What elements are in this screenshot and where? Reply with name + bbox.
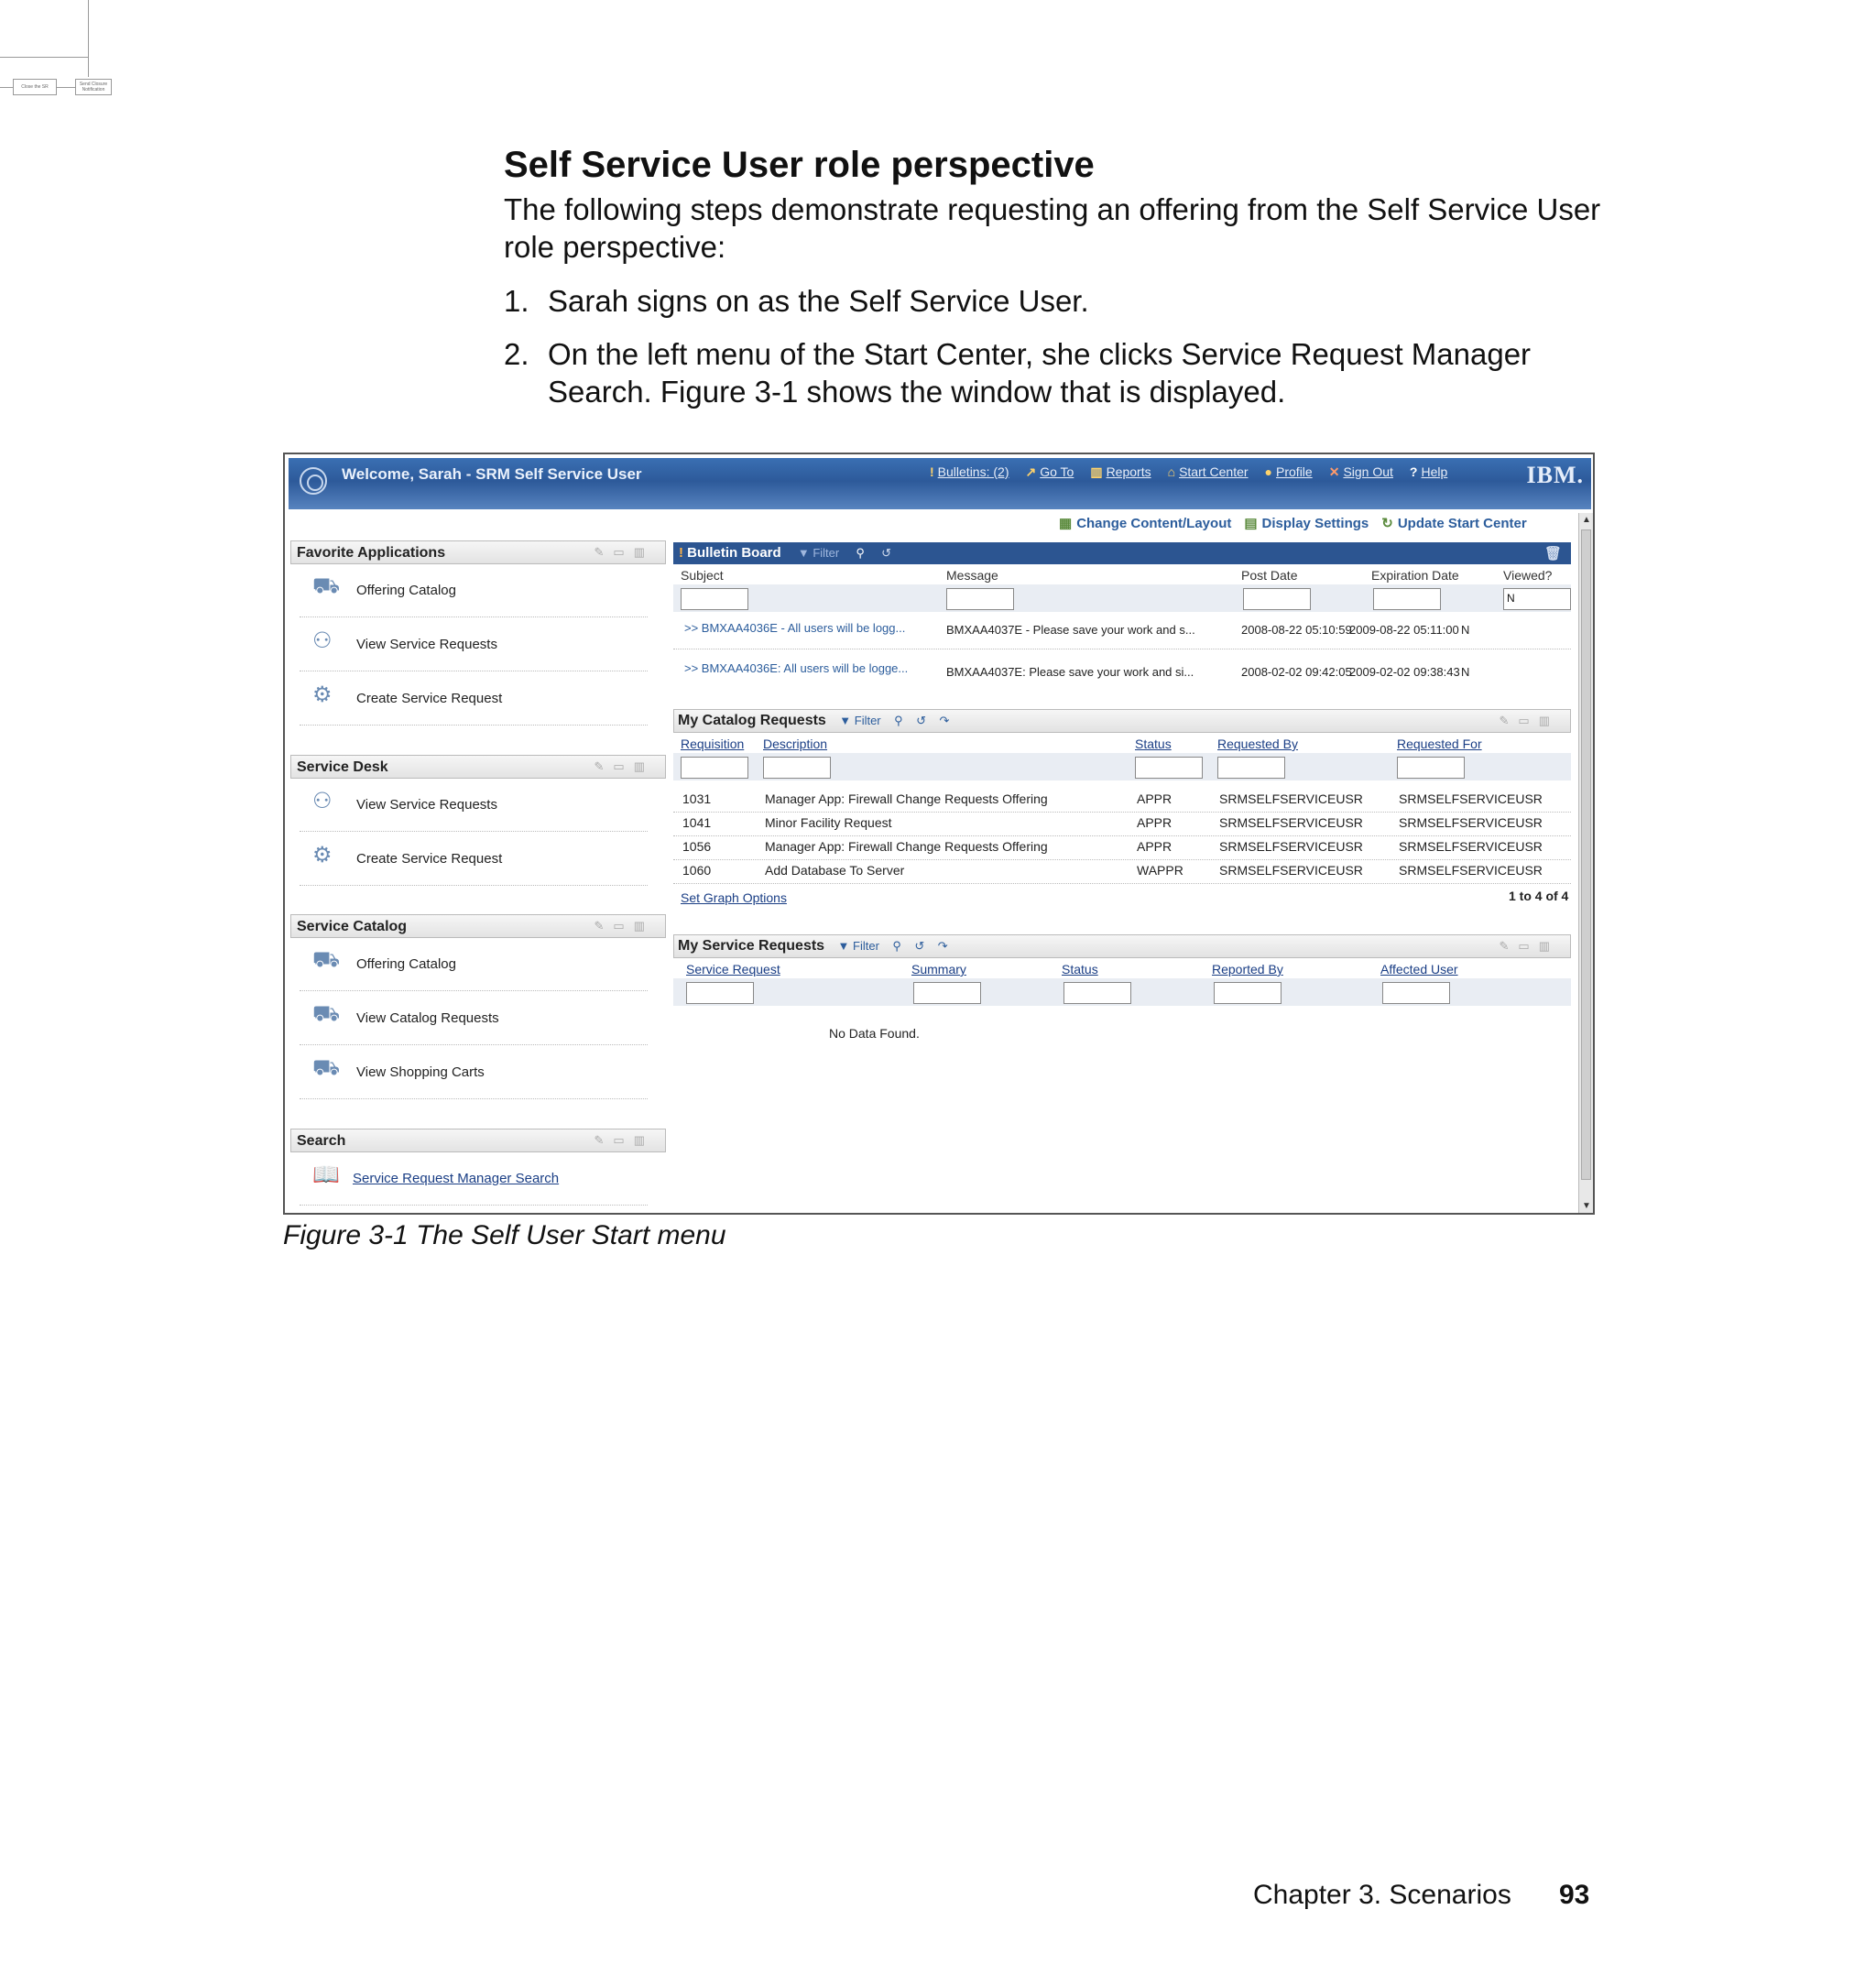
filter-service-request[interactable] xyxy=(686,982,754,1004)
cell-requested-for: SRMSELFSERVICEUSR xyxy=(1399,791,1543,806)
col-affected-user[interactable]: Affected User xyxy=(1380,962,1458,977)
intro-paragraph: The following steps demonstrate requesting an offering from the Self Service User role perspective: xyxy=(504,192,1601,264)
cart-icon: ⛟ xyxy=(312,947,341,972)
service-desk-header: Service Desk ✎▭▥ xyxy=(290,755,666,779)
refresh-icon[interactable]: ↺ xyxy=(881,546,892,560)
trash-icon[interactable]: 🗑 xyxy=(1543,546,1562,562)
cell-requested-by: SRMSELFSERVICEUSR xyxy=(1219,863,1363,878)
header-links xyxy=(930,464,1447,480)
reports-link[interactable]: ▥ Reports xyxy=(1090,464,1151,479)
search-header: Search ✎▭▥ xyxy=(290,1129,666,1152)
display-settings-link[interactable]: ▤ Display Settings xyxy=(1244,516,1369,531)
filter-affected-user[interactable] xyxy=(1382,982,1450,1004)
bulletin-subject[interactable]: >> BMXAA4036E: All users will be logge... xyxy=(684,661,909,675)
page-number: 93 xyxy=(1559,1880,1590,1910)
filter-reported-by[interactable] xyxy=(1214,982,1282,1004)
bulletin-post-date: 2008-08-22 05:10:59 xyxy=(1241,623,1352,637)
cart-icon: ⛟ xyxy=(312,573,341,598)
refresh-icon[interactable]: ↺ xyxy=(916,714,926,727)
share-icon[interactable]: ↷ xyxy=(939,714,950,727)
figure-caption: Figure 3-1 The Self User Start menu xyxy=(283,1220,726,1250)
no-data-message: No Data Found. xyxy=(829,1026,920,1041)
col-requisition[interactable]: Requisition xyxy=(681,737,745,751)
cell-requested-for: SRMSELFSERVICEUSR xyxy=(1399,839,1543,854)
filter-message[interactable] xyxy=(946,588,1014,610)
request-icon: ⚙ xyxy=(312,682,333,707)
col-requested-by[interactable]: Requested By xyxy=(1217,737,1298,751)
cell-requested-for: SRMSELFSERVICEUSR xyxy=(1399,863,1543,878)
goto-link[interactable]: ↗ Go To xyxy=(1025,464,1074,479)
col-post-date: Post Date xyxy=(1241,568,1298,583)
help-icon: ? xyxy=(1409,464,1418,479)
cell-requested-for: SRMSELFSERVICEUSR xyxy=(1399,815,1543,830)
sd-view-service-requests[interactable]: ⚇ View Service Requests xyxy=(300,779,648,832)
close-icon: ✕ xyxy=(1328,464,1340,479)
row-divider xyxy=(673,883,1571,884)
bulletin-board-header: ! Bulletin Board ▼ Filter ⚲ ↺ 🗑 xyxy=(673,542,1571,564)
cell-description: Manager App: Firewall Change Requests Offering xyxy=(765,839,1048,854)
cell-requested-by: SRMSELFSERVICEUSR xyxy=(1219,839,1363,854)
scroll-up-icon[interactable]: ▲ xyxy=(1582,515,1591,525)
request-icon: ⚙ xyxy=(312,843,333,868)
col-subject: Subject xyxy=(681,568,724,583)
col-expiration-date: Expiration Date xyxy=(1371,568,1459,583)
filter-status[interactable] xyxy=(1063,982,1131,1004)
diagram-box-close: Close the SR xyxy=(13,79,57,95)
bulletin-message: BMXAA4037E - Please save your work and s... xyxy=(946,623,1195,637)
row-divider xyxy=(673,859,1571,860)
col-description[interactable]: Description xyxy=(763,737,828,751)
service-requests-header: My Service Requests ▼ Filter ⚲ ↺ ↷ ✎▭▥ xyxy=(673,934,1571,958)
refresh-icon: ↻ xyxy=(1381,516,1393,531)
sc-offering-catalog[interactable]: ⛟ Offering Catalog xyxy=(300,938,648,991)
cell-requested-by: SRMSELFSERVICEUSR xyxy=(1219,815,1363,830)
service-catalog-header: Service Catalog ✎▭▥ xyxy=(290,914,666,938)
bulletin-exp-date: 2009-02-02 09:38:43 xyxy=(1349,665,1460,679)
col-status[interactable]: Status xyxy=(1135,737,1172,751)
filter-subject[interactable] xyxy=(681,588,748,610)
cell-description: Manager App: Firewall Change Requests Offering xyxy=(765,791,1048,806)
filter-requested-by[interactable] xyxy=(1217,757,1285,779)
diagram-connector xyxy=(88,0,89,77)
ibm-logo: IBM. xyxy=(1526,462,1584,488)
diagram-connector xyxy=(0,57,89,58)
favorite-applications-header: Favorite Applications ✎▭▥ xyxy=(290,540,666,564)
cell-requested-by: SRMSELFSERVICEUSR xyxy=(1219,791,1363,806)
step-text: Sarah signs on as the Self Service User. xyxy=(548,284,1089,318)
diagram-connector xyxy=(57,87,75,88)
settings-icon: ▤ xyxy=(1244,516,1258,531)
filter-requisition[interactable] xyxy=(681,757,748,779)
sd-create-service-request[interactable]: ⚙ Create Service Request xyxy=(300,833,648,886)
portlet-tools-icon[interactable]: ✎▭▥ xyxy=(1499,939,1559,953)
col-reported-by[interactable]: Reported By xyxy=(1212,962,1283,977)
catalog-requests-header: My Catalog Requests ▼ Filter ⚲ ↺ ↷ ✎▭▥ xyxy=(673,709,1571,733)
goto-arrow-icon: ↗ xyxy=(1025,464,1037,479)
col-summary[interactable]: Summary xyxy=(911,962,966,977)
row-divider xyxy=(673,812,1571,813)
portlet-tools-icon[interactable]: ✎▭▥ xyxy=(594,759,654,773)
cell-requisition: 1031 xyxy=(682,791,712,806)
bulletin-exp-date: 2009-08-22 05:11:00 xyxy=(1349,623,1459,637)
step-number: 2. xyxy=(504,337,529,371)
refresh-icon[interactable]: ↺ xyxy=(914,939,925,953)
welcome-text: Welcome, Sarah - SRM Self Service User xyxy=(342,465,642,483)
catalog-filter-button[interactable]: ▼ Filter xyxy=(839,714,881,727)
scroll-down-icon[interactable]: ▼ xyxy=(1582,1201,1591,1211)
diagram-connector xyxy=(0,87,13,88)
filter-requested-for[interactable] xyxy=(1397,757,1465,779)
portlet-tools-icon[interactable]: ✎▭▥ xyxy=(594,919,654,933)
people-icon: ⚇ xyxy=(312,628,333,653)
bulletin-icon: ! xyxy=(930,464,934,479)
step-number: 1. xyxy=(504,284,529,318)
col-service-request[interactable]: Service Request xyxy=(686,962,780,977)
help-link[interactable]: ? Help xyxy=(1409,464,1448,479)
catalog-request-icon: ⛟ xyxy=(312,1001,341,1026)
home-icon: ⌂ xyxy=(1167,464,1176,479)
filter-viewed[interactable]: N xyxy=(1503,588,1571,610)
search-book-icon: 📖 xyxy=(312,1162,340,1187)
binoculars-icon[interactable]: ⚲ xyxy=(894,714,903,727)
fav-create-service-request[interactable]: ⚙ Create Service Request xyxy=(300,672,648,726)
filter-status[interactable] xyxy=(1135,757,1203,779)
filter-expiration-date[interactable] xyxy=(1373,588,1441,610)
shopping-cart-icon: ⛟ xyxy=(312,1055,341,1080)
service-filter-button[interactable]: ▼ Filter xyxy=(837,939,879,953)
filter-summary[interactable] xyxy=(913,982,981,1004)
start-center-link[interactable]: ⌂ Start Center xyxy=(1167,464,1249,479)
bulletin-subject[interactable]: >> BMXAA4036E - All users will be logg... xyxy=(684,621,906,635)
share-icon[interactable]: ↷ xyxy=(937,939,948,953)
maximo-logo-icon xyxy=(300,467,327,495)
reports-icon: ▥ xyxy=(1090,464,1103,479)
profile-icon: ● xyxy=(1264,464,1273,479)
bulletin-filter-button[interactable]: ▼ Filter xyxy=(797,546,840,560)
cell-status: APPR xyxy=(1137,815,1172,830)
col-status[interactable]: Status xyxy=(1062,962,1098,977)
cell-status: APPR xyxy=(1137,839,1172,854)
section-heading: Self Service User role perspective xyxy=(504,145,1095,185)
set-graph-options-link[interactable]: Set Graph Options xyxy=(681,890,787,905)
layout-icon: ▦ xyxy=(1059,516,1073,531)
portlet-tools-icon[interactable]: ✎▭▥ xyxy=(594,1133,654,1147)
filter-post-date[interactable] xyxy=(1243,588,1311,610)
col-viewed: Viewed? xyxy=(1503,568,1553,583)
cell-requisition: 1056 xyxy=(682,839,712,854)
fav-offering-catalog[interactable]: ⛟ Offering Catalog xyxy=(300,564,648,617)
bulletin-message: BMXAA4037E: Please save your work and si... xyxy=(946,665,1194,679)
app-header xyxy=(289,458,1591,509)
start-center-actions xyxy=(1059,515,1527,531)
col-message: Message xyxy=(946,568,998,583)
scroll-thumb[interactable] xyxy=(1581,529,1591,1180)
bulletin-icon: ! xyxy=(679,545,683,561)
sc-view-shopping-carts[interactable]: ⛟ View Shopping Carts xyxy=(300,1046,648,1099)
row-divider xyxy=(673,835,1571,836)
diagram-box-notify: Send Closure Notification xyxy=(75,79,112,95)
profile-link[interactable]: ● Profile xyxy=(1264,464,1313,479)
bulletin-viewed: N xyxy=(1461,623,1470,637)
cell-requisition: 1060 xyxy=(682,863,712,878)
binoculars-icon[interactable]: ⚲ xyxy=(856,546,865,560)
bulletin-post-date: 2008-02-02 09:42:05 xyxy=(1241,665,1352,679)
portlet-tools-icon[interactable]: ✎▭▥ xyxy=(1499,714,1559,727)
cell-status: APPR xyxy=(1137,791,1172,806)
step-text: On the left menu of the Start Center, she clicks Service Request Manager Search. Figure 3-1 shows the window that is displayed. xyxy=(548,337,1532,409)
people-icon: ⚇ xyxy=(312,789,333,813)
vertical-scrollbar[interactable] xyxy=(1578,513,1593,1213)
record-count: 1 to 4 of 4 xyxy=(1509,889,1569,903)
col-requested-for[interactable]: Requested For xyxy=(1397,737,1482,751)
sc-view-catalog-requests[interactable]: ⛟ View Catalog Requests xyxy=(300,992,648,1045)
chapter-footer: Chapter 3. Scenarios xyxy=(1253,1880,1511,1910)
portlet-tools-icon[interactable]: ✎▭▥ xyxy=(594,545,654,559)
cell-requisition: 1041 xyxy=(682,815,712,830)
srm-search-link[interactable]: 📖 Service Request Manager Search xyxy=(300,1152,648,1206)
cell-description: Add Database To Server xyxy=(765,863,905,878)
bulletin-viewed: N xyxy=(1461,665,1470,679)
cell-status: WAPPR xyxy=(1137,863,1183,878)
binoculars-icon[interactable]: ⚲ xyxy=(892,939,901,953)
fav-view-service-requests[interactable]: ⚇ View Service Requests xyxy=(300,618,648,671)
change-content-link[interactable]: ▦ Change Content/Layout xyxy=(1059,516,1232,531)
start-center-screenshot xyxy=(283,453,1595,1215)
sign-out-link[interactable]: ✕ Sign Out xyxy=(1328,464,1393,479)
update-start-center-link[interactable]: ↻ Update Start Center xyxy=(1381,516,1527,531)
filter-description[interactable] xyxy=(763,757,831,779)
cell-description: Minor Facility Request xyxy=(765,815,892,830)
bulletins-link[interactable]: ! Bulletins: (2) xyxy=(930,464,1009,479)
